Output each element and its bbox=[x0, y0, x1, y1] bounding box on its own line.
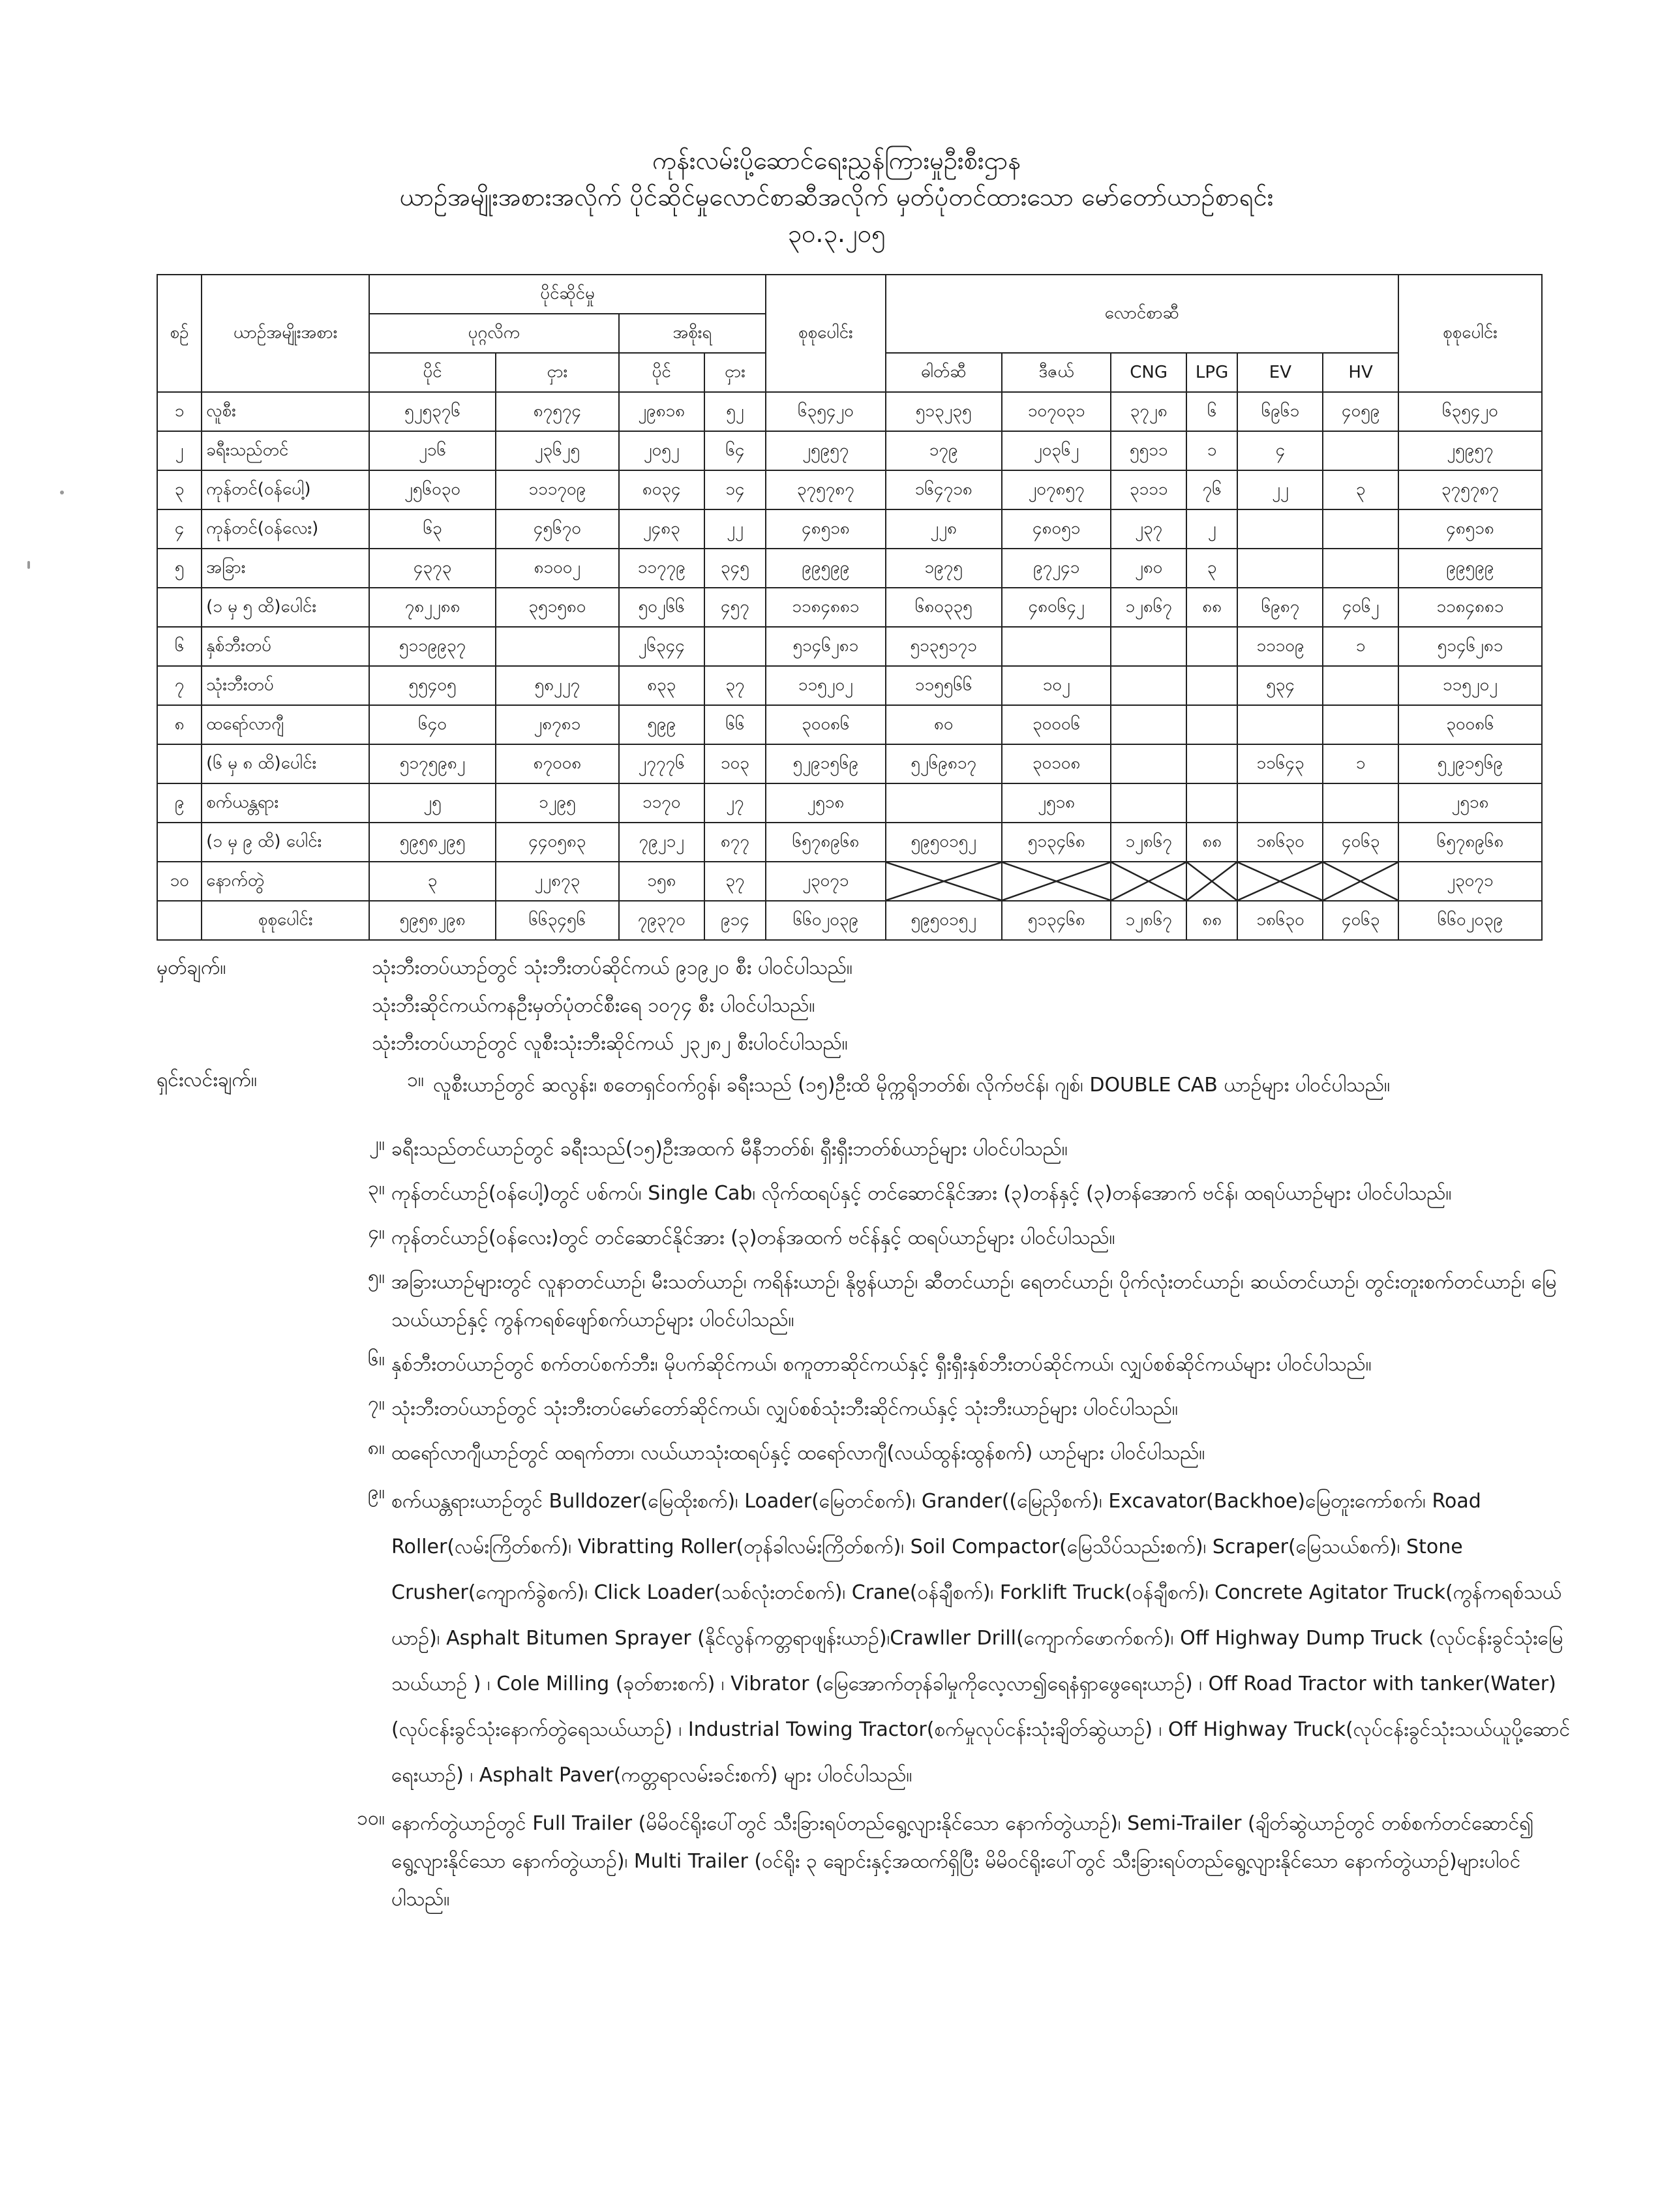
table-cell: ၂၃၀၇၁ bbox=[1398, 862, 1542, 901]
table-cell: ၇၉၂၁၂ bbox=[619, 823, 704, 862]
explanation-text: လူစီးယာဉ်တွင် ဆလွန်း၊ စတေရှင်ဝက်ဂွန်၊ ခရီးသည် (၁၅)ဦးထိ မိုက္ကရိုဘတ်စ်၊ လိုက်ဗင်န်၊ ဂျစ်၊ DOUBLE CAB ယာဉ်များ ပါဝင်ပါသည်။ bbox=[433, 1074, 1391, 1097]
table-cell: ၄၈၅၁၈ bbox=[1398, 509, 1542, 549]
table-cell: ၆၅၇၈၉၆၈ bbox=[766, 823, 885, 862]
table-cell bbox=[1002, 627, 1111, 666]
col-header-private: ပုဂ္ဂလိက bbox=[369, 314, 619, 353]
table-cell: ၆၃၅၄၂၀ bbox=[1398, 392, 1542, 431]
explanation-text: စက်ယန္တရားယာဉ်တွင် Bulldozer(မြေထိုးစက်)၊ Loader(မြေတင်စက်)၊ Grander((မြေညှိစက်)၊ Excavator(Backhoe)မြေတူးကော်စက်၊ Road Roller(လမ်းကြိတ်စက်)၊ Vibratting Roller(တုန်ခါလမ်းကြိတ်စက်)၊ Soil Compactor(မြေသိပ်သည်းစက်)၊ Scraper(မြေသယ်စက်)၊ Stone Crusher(ကျောက်ခွဲစက်)၊ Click Loader(သစ်လုံးတင်စက်)၊ Crane(ဝန်ချီစက်)၊ Forklift Truck(ဝန်ချီစက်)၊ Concrete Agitator Truck(ကွန်ကရစ်သယ်ယာဉ်)၊ Asphalt Bitumen Sprayer (နိုင်လွန်ကတ္တရာဖျန်းယာဉ်)၊Crawller Drill(ကျောက်ဖောက်စက်)၊ Off Highway Dump Truck (လုပ်ငန်းခွင်သုံးမြေသယ်ယာဉ် ) ၊ Cole Milling (ခုတ်စားစက်) ၊ Vibrator (မြေအောက်တုန်ခါမှုကိုလေ့လာ၍ရေနံရှာဖွေရေးယာဉ်) ၊ Off Road Tractor with tanker(Water) (လုပ်ငန်းခွင်သုံးနောက်တွဲရေသယ်ယာဉ်) ၊ Industrial Towing Tractor(စက်မှုလုပ်ငန်းသုံးချိတ်ဆွဲယာဉ်) ၊ Off Highway Truck(လုပ်ငန်းခွင်သုံးသယ်ယူပို့ဆောင်ရေးယာဉ်) ၊ Asphalt Paver(ကတ္တရာလမ်းခင်းစက်) များ ပါဝင်ပါသည်။ bbox=[391, 1490, 1571, 1787]
explanation-number: ၅။ bbox=[368, 1265, 385, 1288]
table-cell: ၁၁၈၄၈၈၁ bbox=[766, 588, 885, 627]
col-header-private-hired: ငှား bbox=[496, 353, 619, 392]
col-header-ownership: ပိုင်ဆိုင်မှု bbox=[369, 275, 766, 314]
table-cell: ၃၇၂၈ bbox=[1111, 392, 1186, 431]
table-cell: ၃ bbox=[1323, 470, 1398, 509]
table-cell: ၁၁၆၄၃ bbox=[1237, 744, 1323, 783]
table-cell bbox=[704, 627, 766, 666]
table-cell: ၁၆၄၇၁၈ bbox=[886, 470, 1002, 509]
table-cell: ၂၄၈၃ bbox=[619, 509, 704, 549]
table-cell bbox=[1111, 627, 1186, 666]
table-cell: ၆၈၀၃၃၅ bbox=[886, 588, 1002, 627]
table-cell bbox=[1237, 509, 1323, 549]
row-category: (၁ မှ ၅ ထိ)ပေါင်း bbox=[202, 588, 369, 627]
row-number: ၈ bbox=[157, 705, 202, 744]
table-cell: ၁၁၁၇၀၉ bbox=[496, 470, 619, 509]
table-cell: ၁၂၈၆၇ bbox=[1111, 823, 1186, 862]
col-header-fuel: လောင်စာဆီ bbox=[886, 275, 1398, 353]
remark-line: သုံးဘီးတပ်ယာဉ်တွင် သုံးဘီးတပ်ဆိုင်ကယ် ၉၁၉၂၀ စီး ပါဝင်ပါသည်။ bbox=[372, 956, 852, 979]
table-cell: ၄၀၆၂ bbox=[1323, 588, 1398, 627]
table-cell: ၁၁၈၄၈၈၁ bbox=[1398, 588, 1542, 627]
table-cell: ၉၉၅၉၉ bbox=[766, 549, 885, 588]
document-header bbox=[0, 142, 1673, 252]
table-cell: ၂၈၀ bbox=[1111, 549, 1186, 588]
table-cell: ၂၅၁၈ bbox=[1398, 783, 1542, 823]
table-cell: ၂၁၆ bbox=[369, 431, 496, 470]
table-cell: ၆ bbox=[1186, 392, 1238, 431]
row-number: ၅ bbox=[157, 549, 202, 588]
scan-speck bbox=[60, 491, 64, 494]
table-cell: ၅၀၂၆၆ bbox=[619, 588, 704, 627]
table-cell bbox=[1186, 862, 1238, 901]
table-cell: ၅၃၄ bbox=[1237, 666, 1323, 705]
table-cell: ၂၅၁၈ bbox=[766, 783, 885, 823]
table-cell: ၅၁၃၄၆၈ bbox=[1002, 823, 1111, 862]
table-cell: ၃၀၀၀၆ bbox=[1002, 705, 1111, 744]
explanation-item bbox=[320, 1805, 1572, 1918]
row-category: နှစ်ဘီးတပ် bbox=[202, 627, 369, 666]
row-number bbox=[157, 744, 202, 783]
table-cell bbox=[1323, 705, 1398, 744]
table-cell: ၈၀ bbox=[886, 705, 1002, 744]
col-header-lpg: LPG bbox=[1186, 353, 1238, 392]
table-cell bbox=[1111, 705, 1186, 744]
row-category: ကုန်တင်(ဝန်လေး) bbox=[202, 509, 369, 549]
explanation-number: ၂။ bbox=[369, 1132, 385, 1155]
table-cell bbox=[1111, 783, 1186, 823]
table-cell: ၃၀၁၀၈ bbox=[1002, 744, 1111, 783]
table-row bbox=[157, 901, 1542, 940]
row-category: အခြား bbox=[202, 549, 369, 588]
table-cell bbox=[1186, 666, 1238, 705]
explanation-text: ကုန်တင်ယာဉ်(ဝန်လေး)တွင် တင်ဆောင်နိုင်အား (၃)တန်အထက် ဗင်န်နှင့် ထရပ်ယာဉ်များ ပါဝင်ပါသည်။ bbox=[391, 1226, 1115, 1249]
table-cell: ၂၅၉၅၇ bbox=[766, 431, 885, 470]
col-header-cng: CNG bbox=[1111, 353, 1186, 392]
table-cell: ၄၅၇ bbox=[704, 588, 766, 627]
table-cell: ၁၈၆၃၀ bbox=[1237, 823, 1323, 862]
table-cell: ၁၁၇၇၉ bbox=[619, 549, 704, 588]
table-cell: ၆၆၀၂၀၃၉ bbox=[1398, 901, 1542, 940]
table-cell: ၁၈၆၃၀ bbox=[1237, 901, 1323, 940]
table-cell: ၁၁၅၅၆၆ bbox=[886, 666, 1002, 705]
table-cell: ၅၉၅၀၁၅၂ bbox=[886, 823, 1002, 862]
document-date: ၃၀.၃.၂၀၅ bbox=[787, 219, 886, 248]
explanation-item bbox=[320, 1130, 1572, 1168]
table-cell: ၁၂၈၆၇ bbox=[1111, 588, 1186, 627]
table-cell: ၆၄ bbox=[704, 431, 766, 470]
row-number: ၇ bbox=[157, 666, 202, 705]
table-cell: ၅၁၁၉၉၃၇ bbox=[369, 627, 496, 666]
row-category: ခရီးသည်တင် bbox=[202, 431, 369, 470]
row-number: ၁၀ bbox=[157, 862, 202, 901]
table-row bbox=[157, 588, 1542, 627]
remark-line: သုံးဘီးတပ်ယာဉ်တွင် လူစီးသုံးဘီးဆိုင်ကယ် ၂၃၂၈၂ စီးပါဝင်ပါသည်။ bbox=[372, 1032, 848, 1055]
remarks-section bbox=[157, 949, 1565, 1063]
table-cell: ၁ bbox=[1323, 627, 1398, 666]
remarks-label: မှတ်ချက်။ bbox=[157, 956, 226, 979]
row-number: ၄ bbox=[157, 509, 202, 549]
row-number bbox=[157, 588, 202, 627]
table-cell: ၄၃၇၃ bbox=[369, 549, 496, 588]
table-cell: ၆၅၇၈၉၆၈ bbox=[1398, 823, 1542, 862]
table-cell: ၅၁၄၆၂၈၁ bbox=[1398, 627, 1542, 666]
col-header-total: စုစုပေါင်း bbox=[766, 275, 885, 392]
table-cell bbox=[1323, 862, 1398, 901]
table-cell: ၅၂၉၁၅၆၉ bbox=[1398, 744, 1542, 783]
table-cell: ၂၃၇ bbox=[1111, 509, 1186, 549]
table-cell: ၂၃၆၂၅ bbox=[496, 431, 619, 470]
table-cell: ၂၅၆၀၃၀ bbox=[369, 470, 496, 509]
table-cell: ၅၂၆၉၈၁၇ bbox=[886, 744, 1002, 783]
table-cell: ၅၂၉၁၅၆၉ bbox=[766, 744, 885, 783]
row-category: (၆ မှ ၈ ထိ)ပေါင်း bbox=[202, 744, 369, 783]
table-cell: ၇၈၂၂၈၈ bbox=[369, 588, 496, 627]
table-cell: ၅၉၅၈၂၉၈ bbox=[369, 901, 496, 940]
table-cell: ၅၁၄၆၂၈၁ bbox=[766, 627, 885, 666]
table-cell bbox=[1002, 862, 1111, 901]
table-cell bbox=[1237, 549, 1323, 588]
row-number bbox=[157, 901, 202, 940]
table-cell: ၃၀၀၈၆ bbox=[766, 705, 885, 744]
table-cell bbox=[1111, 666, 1186, 705]
table-cell: ၅၈၂၂၇ bbox=[496, 666, 619, 705]
table-cell: ၆၉၆၁ bbox=[1237, 392, 1323, 431]
explanation-number: ၈။ bbox=[367, 1436, 385, 1459]
table-cell: ၄ bbox=[1237, 431, 1323, 470]
table-cell: ၃၇ bbox=[704, 862, 766, 901]
row-number: ၉ bbox=[157, 783, 202, 823]
table-cell: ၅၁၃၄၆၈ bbox=[1002, 901, 1111, 940]
col-header-grand-total: စုစုပေါင်း bbox=[1398, 275, 1542, 392]
table-cell: ၈၇၅၇၄ bbox=[496, 392, 619, 431]
table-cell: ၂ bbox=[1186, 509, 1238, 549]
explanation-item bbox=[320, 1390, 1572, 1428]
table-body bbox=[157, 392, 1542, 940]
table-cell bbox=[886, 783, 1002, 823]
explanation-text: ထရော်လာဂျီယာဉ်တွင် ထရက်တာ၊ လယ်ယာသုံးထရပ်နှင့် ထရော်လာဂျီ(လယ်ထွန်းထွန်စက်) ယာဉ်များ ပါဝင်ပါသည်။ bbox=[391, 1442, 1205, 1464]
col-header-type: ယာဉ်အမျိုးအစား bbox=[202, 275, 369, 392]
table-cell: ၁၁၅၂၀၂ bbox=[1398, 666, 1542, 705]
explanation-list bbox=[320, 1130, 1572, 1918]
explanation-number: ၆။ bbox=[368, 1348, 385, 1371]
explanation-item bbox=[320, 1264, 1572, 1339]
row-category: စက်ယန္တရား bbox=[202, 783, 369, 823]
vehicle-registration-table bbox=[157, 274, 1543, 941]
table-cell bbox=[1237, 862, 1323, 901]
table-cell: ၂၉၈၁၈ bbox=[619, 392, 704, 431]
explanation-item bbox=[320, 1219, 1572, 1257]
table-cell: ၂၀၃၆၂ bbox=[1002, 431, 1111, 470]
table-cell: ၂၀၅၂ bbox=[619, 431, 704, 470]
table-cell: ၃ bbox=[369, 862, 496, 901]
table-cell: ၄၀၆၃ bbox=[1323, 823, 1398, 862]
explanation-number: ၁။ bbox=[407, 1068, 424, 1091]
row-category: ထရော်လာဂျီ bbox=[202, 705, 369, 744]
col-header-private-owned: ပိုင် bbox=[369, 353, 496, 392]
table-cell: ၅၂၅၃၇၆ bbox=[369, 392, 496, 431]
table-cell: ၈၇၀၀၈ bbox=[496, 744, 619, 783]
explanation-text: ကုန်တင်ယာဉ်(ဝန်ပေါ့)တွင် ပစ်ကပ်၊ Single Cab၊ လိုက်ထရပ်နှင့် တင်ဆောင်နိုင်အား (၃)တန်နှင့် (၃)တန်အောက် ဗင်န်၊ ထရပ်ယာဉ်များ ပါဝင်ပါသည်။ bbox=[391, 1182, 1452, 1205]
table-cell: ၄၀၅၉ bbox=[1323, 392, 1398, 431]
explanation-number: ၄။ bbox=[368, 1221, 385, 1244]
table-cell: ၃၄၅ bbox=[704, 549, 766, 588]
table-cell: ၇၆ bbox=[1186, 470, 1238, 509]
explanation-text: နောက်တွဲယာဉ်တွင် Full Trailer (မိမိဝင်ရိုးပေါ်တွင် သီးခြားရပ်တည်ရွေ့လျားနိုင်သော နောက်တွဲယာဉ်)၊ Semi-Trailer (ချိတ်ဆွဲယာဉ်တွင် တစ်စက်တင်ဆောင်၍ ရွေ့လျားနိုင်သော နောက်တွဲယာဉ်)၊ Multi Trailer (ဝင်ရိုး ၃ ချောင်းနှင့်အထက်ရှိပြီး မိမိဝင်ရိုးပေါ်တွင် သီးခြားရပ်တည်ရွေ့လျားနိုင်သော နောက်တွဲယာဉ်)များပါဝင်ပါသည်။ bbox=[391, 1812, 1534, 1911]
table-row bbox=[157, 783, 1542, 823]
table-cell: ၃၇ bbox=[704, 666, 766, 705]
table-cell: ၂၅၁၈ bbox=[1002, 783, 1111, 823]
explanation-text: နှစ်ဘီးတပ်ယာဉ်တွင် စက်တပ်စက်ဘီး၊ မိုပက်ဆိုင်ကယ်၊ စကူတာဆိုင်ကယ်နှင့် ရှီးရှီးနှစ်ဘီးတပ်ဆိုင်ကယ်၊ လျှပ်စစ်ဆိုင်ကယ်များ ပါဝင်ပါသည်။ bbox=[391, 1353, 1372, 1376]
table-row bbox=[157, 705, 1542, 744]
table-cell: ၁၁၇၀ bbox=[619, 783, 704, 823]
table-cell: ၅၂ bbox=[704, 392, 766, 431]
table-cell: ၂၂ bbox=[704, 509, 766, 549]
table-row bbox=[157, 862, 1542, 901]
table-cell: ၁၀၃ bbox=[704, 744, 766, 783]
table-cell: ၁၉၇၅ bbox=[886, 549, 1002, 588]
table-cell: ၂၃၀၇၁ bbox=[766, 862, 885, 901]
table-cell bbox=[1323, 549, 1398, 588]
table-cell: ၅၁၇၅၉၈၂ bbox=[369, 744, 496, 783]
col-header-no: စဉ် bbox=[157, 275, 202, 392]
explanation-section bbox=[157, 1067, 1572, 1925]
row-category: စုစုပေါင်း bbox=[202, 901, 369, 940]
table-cell: ၁ bbox=[1323, 744, 1398, 783]
table-cell: ၈၀၃၄ bbox=[619, 470, 704, 509]
table-cell: ၁၁၁၀၉ bbox=[1237, 627, 1323, 666]
table-cell: ၁၇၉ bbox=[886, 431, 1002, 470]
table-cell: ၉၉၅၉၉ bbox=[1398, 549, 1542, 588]
table-cell bbox=[1323, 509, 1398, 549]
explanation-item bbox=[320, 1434, 1572, 1472]
explanation-text: သုံးဘီးတပ်ယာဉ်တွင် သုံးဘီးတပ်မော်တော်ဆိုင်ကယ်၊ လျှပ်စစ်သုံးဘီးဆိုင်ကယ်နှင့် သုံးဘီးယာဉ်များ ပါဝင်ပါသည်။ bbox=[391, 1397, 1178, 1420]
table-cell: ၁ bbox=[1186, 431, 1238, 470]
table-cell: ၆၉၈၇ bbox=[1237, 588, 1323, 627]
table-cell bbox=[1237, 783, 1323, 823]
table-cell: ၂၂ bbox=[1237, 470, 1323, 509]
explanation-number: ၁၀။ bbox=[357, 1807, 385, 1830]
table-cell: ၃၇၅၇၈၇ bbox=[766, 470, 885, 509]
table-row bbox=[157, 549, 1542, 588]
table-cell: ၄၈၅၁၈ bbox=[766, 509, 885, 549]
table-cell: ၃၇၅၇၈၇ bbox=[1398, 470, 1542, 509]
explanation-label: ရှင်းလင်းချက်။ bbox=[157, 1068, 257, 1091]
table-cell: ၆၃၅၄၂၀ bbox=[766, 392, 885, 431]
row-number: ၂ bbox=[157, 431, 202, 470]
table-cell: ၁၀၂ bbox=[1002, 666, 1111, 705]
table-cell: ၆၄၀ bbox=[369, 705, 496, 744]
table-cell: ၂၅ bbox=[369, 783, 496, 823]
table-cell: ၄၈၀၆၄၂ bbox=[1002, 588, 1111, 627]
table-cell: ၈၈ bbox=[1186, 901, 1238, 940]
table-cell: ၂၂၈ bbox=[886, 509, 1002, 549]
row-category: ကုန်တင်(ဝန်ပေါ့) bbox=[202, 470, 369, 509]
col-header-petrol: ဓါတ်ဆီ bbox=[886, 353, 1002, 392]
table-cell: ၆၆၀၂၀၃၉ bbox=[766, 901, 885, 940]
table-row bbox=[157, 823, 1542, 862]
table-cell: ၃၁၁၁ bbox=[1111, 470, 1186, 509]
table-cell: ၂၆၃၄၄ bbox=[619, 627, 704, 666]
col-header-government: အစိုးရ bbox=[619, 314, 766, 353]
table-cell bbox=[886, 862, 1002, 901]
table-cell: ၇၉၃၇၀ bbox=[619, 901, 704, 940]
table-cell: ၂၇၇၇၆ bbox=[619, 744, 704, 783]
table-cell: ၂၇ bbox=[704, 783, 766, 823]
table-row bbox=[157, 744, 1542, 783]
table-cell: ၆၆ bbox=[704, 705, 766, 744]
explanation-text: ခရီးသည်တင်ယာဉ်တွင် ခရီးသည်(၁၅)ဦးအထက် မီနီဘတ်စ်၊ ရှီးရှီးဘတ်စ်ယာဉ်များ ပါဝင်ပါသည်။ bbox=[391, 1138, 1068, 1160]
table-cell: ၃၅၁၅၈၀ bbox=[496, 588, 619, 627]
table-cell bbox=[1186, 783, 1238, 823]
col-header-gov-owned: ပိုင် bbox=[619, 353, 704, 392]
table-cell bbox=[1186, 627, 1238, 666]
explanation-text: အခြားယာဉ်များတွင် လူနာတင်ယာဉ်၊ မီးသတ်ယာဉ်၊ ကရိန်းယာဉ်၊ နိုဗွန်ယာဉ်၊ ဆီတင်ယာဉ်၊ ရေတင်ယာဉ်၊ ပိုက်လုံးတင်ယာဉ်၊ ဆယ်တင်ယာဉ်၊ တွင်းတူးစက်တင်ယာဉ်၊ မြေသယ်ယာဉ်နှင့် ကွန်ကရစ်ဖျော်စက်ယာဉ်များ ပါဝင်ပါသည်။ bbox=[391, 1271, 1557, 1331]
row-category: နောက်တွဲ bbox=[202, 862, 369, 901]
table-cell: ၃ bbox=[1186, 549, 1238, 588]
table-cell: ၂၅၉၅၇ bbox=[1398, 431, 1542, 470]
table-cell: ၁၅၈ bbox=[619, 862, 704, 901]
table-cell: ၉၇၂၄၁ bbox=[1002, 549, 1111, 588]
table-row bbox=[157, 666, 1542, 705]
table-cell: ၃၀၀၈၆ bbox=[1398, 705, 1542, 744]
table-cell: ၄၈၀၅၁ bbox=[1002, 509, 1111, 549]
table-cell: ၂၀၇၈၅၇ bbox=[1002, 470, 1111, 509]
table-cell: ၄၅၆၇၀ bbox=[496, 509, 619, 549]
row-category: လူစီး bbox=[202, 392, 369, 431]
table-cell: ၂၈၇၈၁ bbox=[496, 705, 619, 744]
row-number: ၆ bbox=[157, 627, 202, 666]
remark-line: သုံးဘီးဆိုင်ကယ်ကနဦးမှတ်ပုံတင်စီးရေ ၁၀၇၄ စီး ပါဝင်ပါသည်။ bbox=[372, 994, 815, 1017]
row-number: ၃ bbox=[157, 470, 202, 509]
table-cell bbox=[1186, 705, 1238, 744]
table-cell: ၆၃ bbox=[369, 509, 496, 549]
table-row bbox=[157, 509, 1542, 549]
explanation-item bbox=[320, 1175, 1572, 1213]
table-cell: ၅၉၅၈၂၉၅ bbox=[369, 823, 496, 862]
document-title: ယာဉ်အမျိုးအစားအလိုက် ပိုင်ဆိုင်မှုလောင်စာဆီအလိုက် မှတ်ပုံတင်ထားသော မော်တော်ယာဉ်စာရင်း bbox=[399, 183, 1274, 211]
explanation-item bbox=[320, 1479, 1572, 1798]
table-cell: ၂၂၈၇၃ bbox=[496, 862, 619, 901]
table-cell: ၅၉၅၀၁၅၂ bbox=[886, 901, 1002, 940]
table-cell bbox=[1186, 744, 1238, 783]
table-cell bbox=[1237, 705, 1323, 744]
col-header-diesel: ဒီဇယ် bbox=[1002, 353, 1111, 392]
row-number: ၁ bbox=[157, 392, 202, 431]
col-header-hv: HV bbox=[1323, 353, 1398, 392]
row-category: သုံးဘီးတပ် bbox=[202, 666, 369, 705]
scan-speck bbox=[27, 561, 30, 569]
table-cell bbox=[1111, 744, 1186, 783]
table-cell: ၁၂၈၆၇ bbox=[1111, 901, 1186, 940]
table-cell: ၄၀၆၃ bbox=[1323, 901, 1398, 940]
table-cell: ၅၅၄၀၅ bbox=[369, 666, 496, 705]
table-cell: ၁၂၉၅ bbox=[496, 783, 619, 823]
explanation-number: ၇။ bbox=[368, 1392, 385, 1415]
table-cell: ၁၀၇၀၃၁ bbox=[1002, 392, 1111, 431]
table-cell bbox=[1323, 783, 1398, 823]
department-title: ကုန်းလမ်းပို့ဆောင်ရေးညွှန်ကြားမှုဦးစီးဌာန bbox=[652, 146, 1021, 175]
table-cell bbox=[1323, 431, 1398, 470]
table-cell: ၆၆၃၄၅၆ bbox=[496, 901, 619, 940]
row-category: (၁ မှ ၉ ထိ) ပေါင်း bbox=[202, 823, 369, 862]
col-header-gov-hired: ငှား bbox=[704, 353, 766, 392]
explanation-number: ၃။ bbox=[368, 1177, 385, 1200]
table-cell: ၅၁၃၅၁၇၁ bbox=[886, 627, 1002, 666]
table-cell: ၈၈ bbox=[1186, 823, 1238, 862]
table-cell: ၄၄၀၅၈၃ bbox=[496, 823, 619, 862]
row-number bbox=[157, 823, 202, 862]
table-cell: ၉၁၄ bbox=[704, 901, 766, 940]
table-row bbox=[157, 470, 1542, 509]
table-cell: ၈၈ bbox=[1186, 588, 1238, 627]
table-cell bbox=[1111, 862, 1186, 901]
table-cell: ၈၇၇ bbox=[704, 823, 766, 862]
table-cell bbox=[1323, 666, 1398, 705]
table-cell: ၅၁၃၂၃၅ bbox=[886, 392, 1002, 431]
explanation-item bbox=[320, 1346, 1572, 1384]
table-cell: ၁၁၅၂၀၂ bbox=[766, 666, 885, 705]
table-cell bbox=[496, 627, 619, 666]
table-row bbox=[157, 392, 1542, 431]
table-cell: ၈၃၃ bbox=[619, 666, 704, 705]
table-row bbox=[157, 627, 1542, 666]
table-row bbox=[157, 431, 1542, 470]
table-cell: ၅၅၁၁ bbox=[1111, 431, 1186, 470]
explanation-number: ၉။ bbox=[368, 1481, 385, 1504]
col-header-ev: EV bbox=[1237, 353, 1323, 392]
table-cell: ၈၁၀၀၂ bbox=[496, 549, 619, 588]
table-cell: ၅၉၉ bbox=[619, 705, 704, 744]
table-cell: ၁၄ bbox=[704, 470, 766, 509]
